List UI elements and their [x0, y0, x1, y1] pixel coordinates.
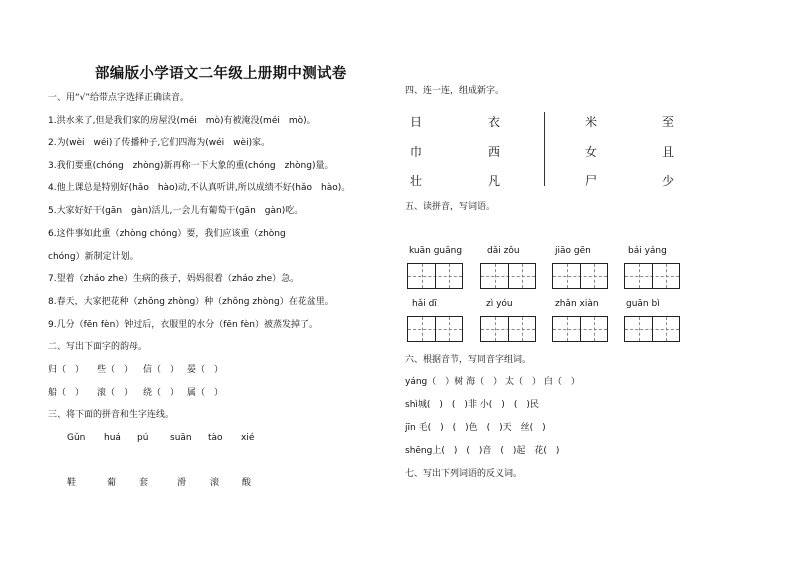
question-7: 7.望着（zháo zhe）生病的孩子，妈妈很着（zháo zhe）急。: [48, 274, 300, 284]
question-1: 1.洪水来了,但是我们家的房屋没(méi mò)有被淹没(méi mò)。: [48, 116, 316, 126]
column-divider: [544, 112, 545, 186]
radical-item: 少: [662, 174, 675, 188]
character-item: 鞋: [67, 478, 77, 488]
writing-grid[interactable]: [480, 263, 536, 289]
radical-item: 且: [662, 145, 675, 159]
question-6-line-2: chóng）新制定计划。: [48, 252, 139, 262]
radical-item: 女: [585, 145, 598, 159]
pinyin-label: jiāo gēn: [555, 246, 591, 256]
writing-grid[interactable]: [552, 316, 608, 342]
radical-item: 壮: [410, 174, 423, 188]
section-5-heading: 五、读拼音，写词语。: [405, 202, 496, 212]
pinyin-item: tào: [208, 433, 223, 443]
radical-item: 西: [488, 145, 501, 159]
radical-item: 巾: [410, 145, 423, 159]
pinyin-item: xié: [241, 433, 255, 443]
character-item: 葡: [107, 478, 117, 488]
finals-item: 绕（ ）: [143, 388, 180, 398]
homophone-line: jīn 毛( ) ( )色 ( )天 丝( ): [405, 423, 546, 433]
writing-grid[interactable]: [480, 316, 536, 342]
writing-grid[interactable]: [624, 316, 680, 342]
radical-item: 尸: [585, 174, 598, 188]
pinyin-item: Gǔn: [67, 433, 86, 443]
writing-grid[interactable]: [552, 263, 608, 289]
question-9: 9.几分（fēn fèn）钟过后，衣服里的水分（fēn fèn）被蒸发掉了。: [48, 320, 318, 330]
pinyin-label: zhǎn xiàn: [555, 299, 599, 309]
radical-item: 衣: [488, 115, 501, 129]
question-8: 8.春天，大家把花种（zhǒng zhòng）种（zhǒng zhòng）在花盆里。: [48, 297, 334, 307]
question-5: 5.大家好好干(gān gàn)活儿,一会儿有葡萄干(gān gàn)吃。: [48, 206, 304, 216]
section-7-heading: 七、写出下列词语的反义词。: [405, 469, 523, 479]
pinyin-label: dǎi zǒu: [487, 246, 520, 256]
question-3: 3.我们要重(chóng zhòng)新再称一下大象的重(chóng zhòng)量。: [48, 161, 334, 171]
section-1-heading: 一、用“√”给带点字选择正确读音。: [48, 93, 190, 103]
question-2: 2.为(wèi wéi)了传播种子,它们四海为(wéi wèi)家。: [48, 138, 271, 148]
pinyin-label: hǎi dī: [412, 299, 437, 309]
homophone-line: shì城( ) ( )非 小( ) ( )民: [405, 400, 539, 410]
finals-item: 晏（ ）: [187, 365, 224, 375]
pinyin-item: huá: [104, 433, 121, 443]
homophone-line: yáng（ ）树 海（ ） 太（ ） 白（ ）: [405, 377, 580, 387]
pinyin-label: bái yáng: [628, 246, 667, 256]
radical-item: 至: [662, 115, 675, 129]
section-2-heading: 二、写出下面字的韵母。: [48, 342, 148, 352]
finals-item: 属（ ）: [187, 388, 224, 398]
homophone-line: shēng上( ) ( )音 ( )起 花( ): [405, 446, 560, 456]
question-4: 4.他上课总是特别好(hǎo hào)动,不认真听讲,所以成绩不好(hǎo hào)。: [48, 183, 351, 193]
writing-grid[interactable]: [407, 316, 463, 342]
pinyin-label: zì yóu: [486, 299, 513, 309]
writing-grid[interactable]: [624, 263, 680, 289]
character-item: 滑: [177, 478, 187, 488]
finals-item: 些（ ）: [97, 365, 134, 375]
radical-item: 凡: [488, 174, 501, 188]
section-6-heading: 六、根据音节，写同音字组词。: [405, 355, 532, 365]
finals-item: 信（ ）: [143, 365, 180, 375]
finals-item: 船（ ）: [48, 388, 85, 398]
radical-item: 米: [585, 115, 598, 129]
finals-item: 滚（ ）: [97, 388, 134, 398]
pinyin-label: kuān guǎng: [409, 246, 463, 256]
pinyin-item: pú: [137, 433, 149, 443]
writing-grid[interactable]: [407, 263, 463, 289]
character-item: 滚: [210, 478, 220, 488]
page-title: 部编版小学语文二年级上册期中测试卷: [95, 66, 347, 82]
section-3-heading: 三、将下面的拼音和生字连线。: [48, 410, 175, 420]
pinyin-item: suān: [170, 433, 192, 443]
pinyin-label: guān bì: [626, 299, 660, 309]
character-item: 套: [139, 478, 149, 488]
radical-item: 日: [410, 115, 423, 129]
question-6-line-1: 6.这件事如此重（zhòng chóng）要，我们应该重（zhòng: [48, 229, 286, 239]
finals-item: 归（ ）: [48, 365, 85, 375]
character-item: 酸: [242, 478, 252, 488]
section-4-heading: 四、连一连，组成新字。: [405, 86, 505, 96]
